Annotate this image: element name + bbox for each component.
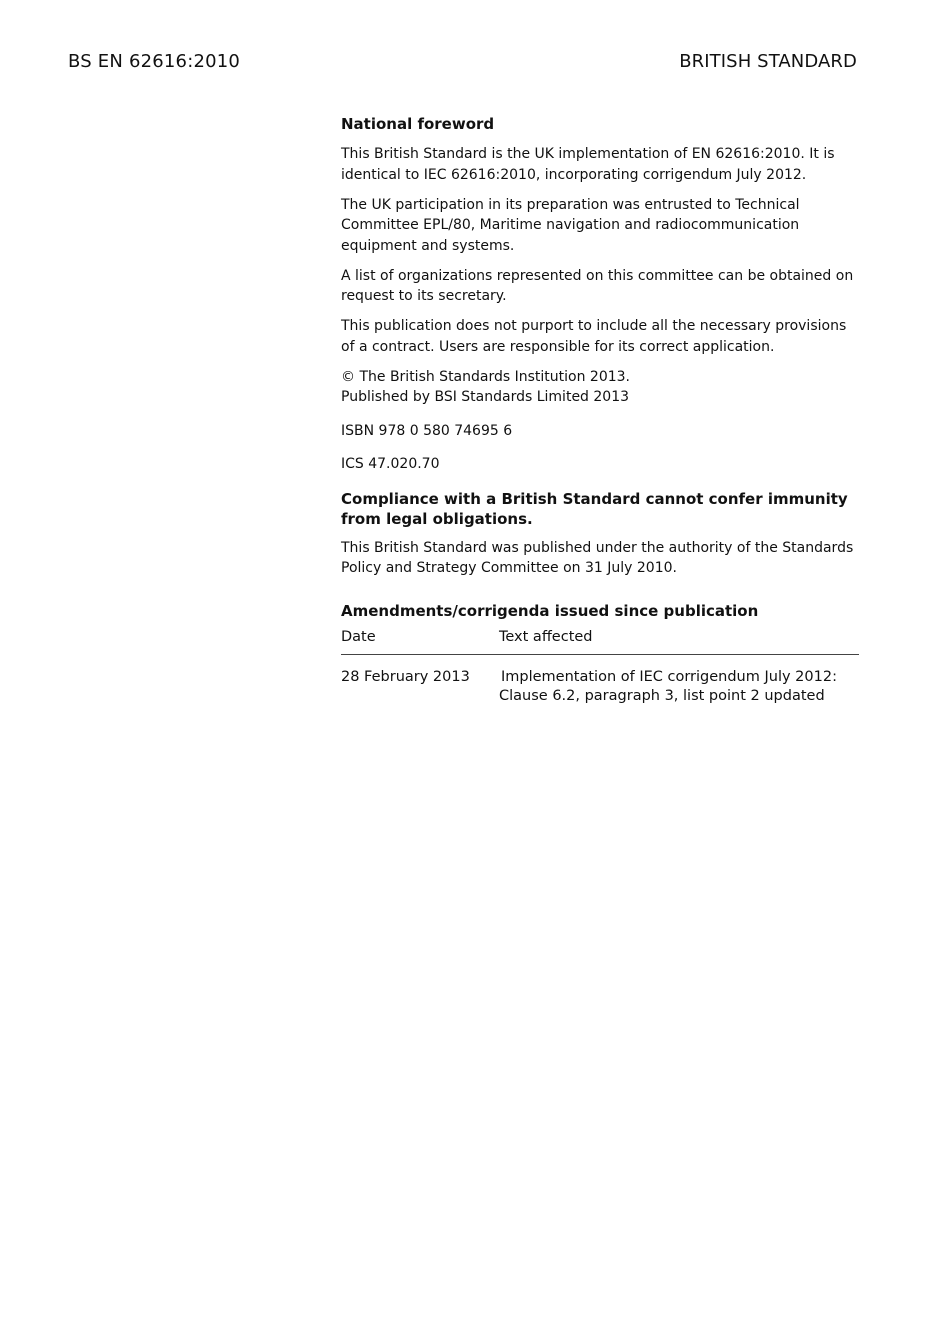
amendment-date: 28 February 2013 [341, 668, 470, 685]
foreword-title: National foreword [341, 115, 495, 133]
foreword-paragraph-3: A list of organizations represented on this committee can be obtained on request to its secretary. [341, 267, 854, 304]
ics-line: ICS 47.020.70 [341, 456, 440, 472]
foreword-paragraph-1: This British Standard is the UK implementation of EN 62616:2010. It is identical to IEC 62616:2010, incorporating corrigendum July 2012. [341, 146, 835, 183]
isbn-line: ISBN 978 0 580 74695 6 [341, 422, 513, 439]
amendment-text-line-2: Clause 6.2, paragraph 3, list point 2 updated [499, 687, 825, 704]
column-header-date: Date [341, 628, 376, 645]
copyright-line: © The British Standards Institution 2013. [341, 368, 631, 385]
amendments-title: Amendments/corrigenda issued since publication [341, 601, 759, 620]
amendment-text-line-1: Implementation of IEC corrigendum July 2012: [501, 668, 837, 685]
foreword-paragraph-4: This publication does not purport to include all the necessary provisions of a contract. Users are responsible for its correct application. [341, 318, 847, 355]
publisher-line: Published by BSI Standards Limited 2013 [341, 389, 630, 405]
foreword-paragraph-2: The UK participation in its preparation was entrusted to Technical Committee EPL/80, Maritime navigation and radiocommunication equipment and systems. [341, 196, 800, 254]
standard-series-label: BRITISH STANDARD [679, 51, 857, 72]
foreword-content [341, 114, 859, 706]
column-header-text-affected: Text affected [499, 628, 593, 645]
authority-statement: This British Standard was published under the authority of the Standards Policy and Strategy Committee on 31 July 2010. [341, 539, 854, 576]
document-id: BS EN 62616:2010 [68, 51, 241, 72]
compliance-statement: Compliance with a British Standard cannot confer immunity from legal obligations. [341, 489, 848, 528]
amendments-table-header [341, 627, 859, 655]
table-row [341, 655, 859, 706]
amendment-text [499, 668, 859, 706]
